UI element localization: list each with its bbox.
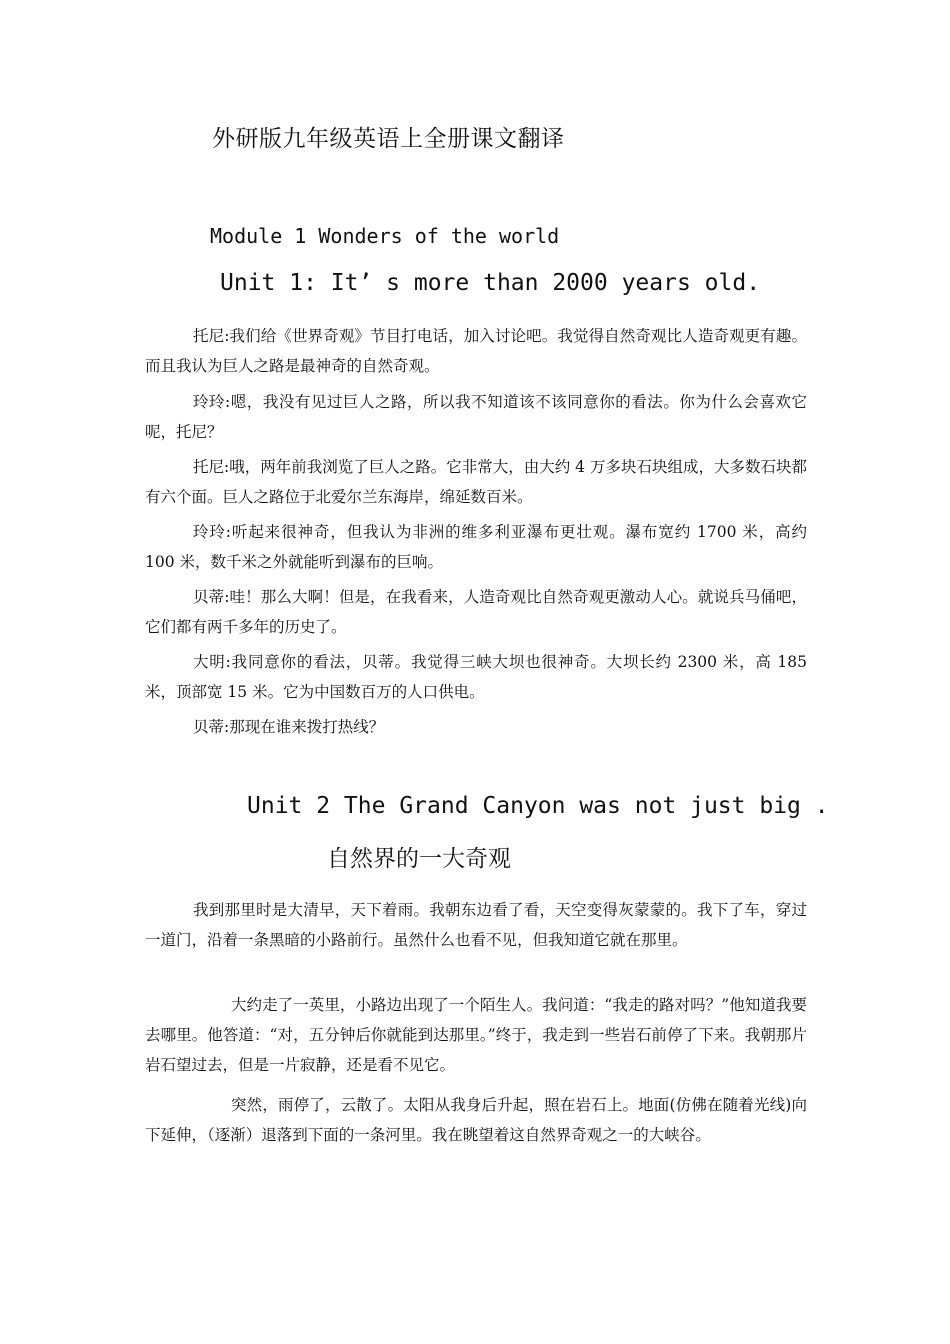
unit1-heading: Unit 1: It’ s more than 2000 years old. — [220, 270, 761, 296]
module-heading: Module 1 Wonders of the world — [210, 224, 560, 248]
document-title: 外研版九年级英语上全册课文翻译 — [212, 126, 565, 152]
unit1-paragraph: 贝蒂:那现在谁来拨打热线？ — [193, 718, 385, 736]
unit1-paragraph: 托尼:哦，两年前我浏览了巨人之路。它非常大，由大约 4 万多块石块组成，大多数石块都有六个面。巨人之路位于北爱尔兰东海岸，绵延数百米。 — [145, 458, 807, 506]
unit2-paragraph: 我到那里时是大清早，天下着雨。我朝东边看了看，天空变得灰蒙蒙的。我下了车，穿过一道门，沿着一条黑暗的小路前行。虽然什么也看不见，但我知道它就在那里。 — [145, 901, 807, 949]
unit1-paragraph: 大明:我同意你的看法，贝蒂。我觉得三峡大坝也很神奇。大坝长约 2300 米，高 185 米，顶部宽 15 米。它为中国数百万的人口供电。 — [145, 653, 807, 701]
unit2-paragraph: 突然，雨停了，云散了。太阳从我身后升起，照在岩石上。地面(仿佛在随着光线)向下延伸，（逐渐）退落到下面的一条河里。我在眺望着这自然界奇观之一的大峡谷。 — [145, 1096, 807, 1144]
unit1-paragraph: 玲玲:嗯，我没有见过巨人之路，所以我不知道该不该同意你的看法。你为什么会喜欢它呢，托尼？ — [145, 393, 807, 441]
unit1-paragraph: 贝蒂:哇！那么大啊！但是，在我看来，人造奇观比自然奇观更激动人心。就说兵马俑吧，它们都有两千多年的历史了。 — [145, 588, 807, 636]
unit2-heading: Unit 2 The Grand Canyon was not just big . — [247, 793, 829, 819]
unit1-paragraph: 托尼:我们给《世界奇观》节目打电话，加入讨论吧。我觉得自然奇观比人造奇观更有趣。而且我认为巨人之路是最神奇的自然奇观。 — [145, 327, 807, 375]
section-title: 自然界的一大奇观 — [327, 846, 511, 872]
unit2-paragraph: 大约走了一英里，小路边出现了一个陌生人。我问道：“我走的路对吗？”他知道我要去哪里。他答道：“对，五分钟后你就能到达那里。”终于，我走到一些岩石前停了下来。我朝那片岩石望过去，但是一片寂静，还是看不见它。 — [145, 996, 807, 1074]
unit1-paragraph: 玲玲:听起来很神奇，但我认为非洲的维多利亚瀑布更壮观。瀑布宽约 1700 米，高约 100 米，数千米之外就能听到瀑布的巨响。 — [145, 523, 807, 571]
